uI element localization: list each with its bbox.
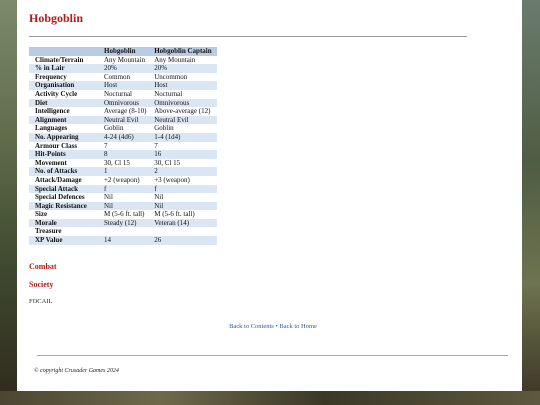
table-cell-cap: M (5-6 ft. tall) bbox=[151, 210, 217, 219]
table-cell-label: Alignment bbox=[29, 116, 101, 125]
table-cell-hob: +2 (weapon) bbox=[101, 176, 151, 185]
table-cell-label: Organisation bbox=[29, 81, 101, 90]
table-row bbox=[29, 73, 217, 82]
table-cell-cap: Any Mountain bbox=[151, 56, 217, 65]
table-cell-label: Attack/Damage bbox=[29, 176, 101, 185]
table-row bbox=[29, 133, 217, 142]
table-cell-label: Special Defences bbox=[29, 193, 101, 202]
table-cell-cap: 2 bbox=[151, 167, 217, 176]
table-cell-label: No. Appearing bbox=[29, 133, 101, 142]
table-cell-cap: Nil bbox=[151, 202, 217, 211]
table-row bbox=[29, 56, 217, 65]
table-cell-hob: Nil bbox=[101, 193, 151, 202]
table-cell-cap: Nocturnal bbox=[151, 90, 217, 99]
table-row bbox=[29, 64, 217, 73]
table-row bbox=[29, 99, 217, 108]
section-heading-society: Society bbox=[29, 280, 54, 289]
table-cell-cap bbox=[151, 227, 217, 236]
background-painting-right bbox=[522, 0, 540, 405]
table-cell-hob: Neutral Evil bbox=[101, 116, 151, 125]
table-row bbox=[29, 81, 217, 90]
table-row bbox=[29, 90, 217, 99]
table-cell-hob: Omnivorous bbox=[101, 99, 151, 108]
table-header-hobgoblin: Hobgoblin bbox=[101, 47, 151, 56]
bottom-divider bbox=[37, 355, 508, 356]
table-cell-label: Movement bbox=[29, 159, 101, 168]
table-cell-label: Hit-Points bbox=[29, 150, 101, 159]
content-page bbox=[17, 0, 522, 391]
table-row bbox=[29, 116, 217, 125]
stats-table bbox=[29, 47, 217, 245]
table-cell-hob: Average (8-10) bbox=[101, 107, 151, 116]
table-cell-hob: Nil bbox=[101, 202, 151, 211]
table-cell-cap: 7 bbox=[151, 142, 217, 151]
society-text: FOCAIL bbox=[29, 298, 53, 305]
table-row bbox=[29, 202, 217, 211]
table-cell-hob: 4-24 (4d6) bbox=[101, 133, 151, 142]
table-cell-label: No. of Attacks bbox=[29, 167, 101, 176]
table-cell-hob: 30, Cl 15 bbox=[101, 159, 151, 168]
footer-nav-links bbox=[17, 323, 529, 330]
table-header-blank bbox=[29, 47, 101, 56]
table-cell-label: Armour Class bbox=[29, 142, 101, 151]
table-cell-hob: 14 bbox=[101, 236, 151, 245]
table-cell-hob: 8 bbox=[101, 150, 151, 159]
table-cell-cap: +3 (weapon) bbox=[151, 176, 217, 185]
table-cell-cap: 1-4 (1d4) bbox=[151, 133, 217, 142]
table-cell-hob: 7 bbox=[101, 142, 151, 151]
table-row bbox=[29, 142, 217, 151]
table-row bbox=[29, 176, 217, 185]
table-cell-label: Languages bbox=[29, 124, 101, 133]
table-row bbox=[29, 159, 217, 168]
table-cell-hob: f bbox=[101, 185, 151, 194]
table-cell-cap: Nil bbox=[151, 193, 217, 202]
table-cell-label: Frequency bbox=[29, 73, 101, 82]
copyright-text: © copyright Crusader Games 2024 bbox=[34, 368, 119, 374]
table-cell-cap: 20% bbox=[151, 64, 217, 73]
link-separator: • bbox=[275, 323, 278, 330]
table-cell-label: Special Attack bbox=[29, 185, 101, 194]
table-row bbox=[29, 193, 217, 202]
table-cell-cap: 16 bbox=[151, 150, 217, 159]
table-cell-cap: Host bbox=[151, 81, 217, 90]
table-row bbox=[29, 124, 217, 133]
table-cell-cap: Omnivorous bbox=[151, 99, 217, 108]
table-cell-label: Diet bbox=[29, 99, 101, 108]
table-row bbox=[29, 167, 217, 176]
table-cell-label: Morale bbox=[29, 219, 101, 228]
back-to-contents-link[interactable]: Back to Contents bbox=[229, 323, 274, 330]
table-row bbox=[29, 219, 217, 228]
table-row bbox=[29, 227, 217, 236]
table-cell-cap: Neutral Evil bbox=[151, 116, 217, 125]
table-cell-cap: Goblin bbox=[151, 124, 217, 133]
back-to-home-link[interactable]: Back to Home bbox=[279, 323, 317, 330]
table-cell-hob: Goblin bbox=[101, 124, 151, 133]
table-cell-label: Climate/Terrain bbox=[29, 56, 101, 65]
table-cell-hob: Steady (12) bbox=[101, 219, 151, 228]
table-row bbox=[29, 107, 217, 116]
background-painting-left bbox=[0, 0, 17, 405]
table-cell-cap: 26 bbox=[151, 236, 217, 245]
table-cell-hob: Host bbox=[101, 81, 151, 90]
table-cell-label: % in Lair bbox=[29, 64, 101, 73]
table-cell-cap: Above-average (12) bbox=[151, 107, 217, 116]
table-cell-label: Size bbox=[29, 210, 101, 219]
table-cell-hob: 20% bbox=[101, 64, 151, 73]
table-cell-cap: Uncommon bbox=[151, 73, 217, 82]
table-row bbox=[29, 150, 217, 159]
table-header-row bbox=[29, 47, 217, 56]
background-painting-bottom bbox=[0, 391, 540, 405]
table-cell-hob: Common bbox=[101, 73, 151, 82]
table-cell-cap: f bbox=[151, 185, 217, 194]
table-row bbox=[29, 210, 217, 219]
section-heading-combat: Combat bbox=[29, 262, 57, 271]
table-cell-label: XP Value bbox=[29, 236, 101, 245]
page-title: Hobgoblin bbox=[29, 11, 84, 25]
table-cell-cap: Veteran (14) bbox=[151, 219, 217, 228]
table-cell-label: Activity Cycle bbox=[29, 90, 101, 99]
table-cell-hob bbox=[101, 227, 151, 236]
table-cell-hob: Nocturnal bbox=[101, 90, 151, 99]
table-cell-label: Intelligence bbox=[29, 107, 101, 116]
top-divider bbox=[29, 36, 467, 37]
table-row bbox=[29, 185, 217, 194]
table-cell-hob: M (5-6 ft. tall) bbox=[101, 210, 151, 219]
table-cell-hob: 1 bbox=[101, 167, 151, 176]
table-cell-label: Magic Resistance bbox=[29, 202, 101, 211]
table-header-captain: Hobgoblin Captain bbox=[151, 47, 217, 56]
table-cell-label: Treasure bbox=[29, 227, 101, 236]
table-cell-cap: 30, Cl 15 bbox=[151, 159, 217, 168]
table-cell-hob: Any Mountain bbox=[101, 56, 151, 65]
stats-table-body bbox=[29, 56, 217, 245]
table-row bbox=[29, 236, 217, 245]
